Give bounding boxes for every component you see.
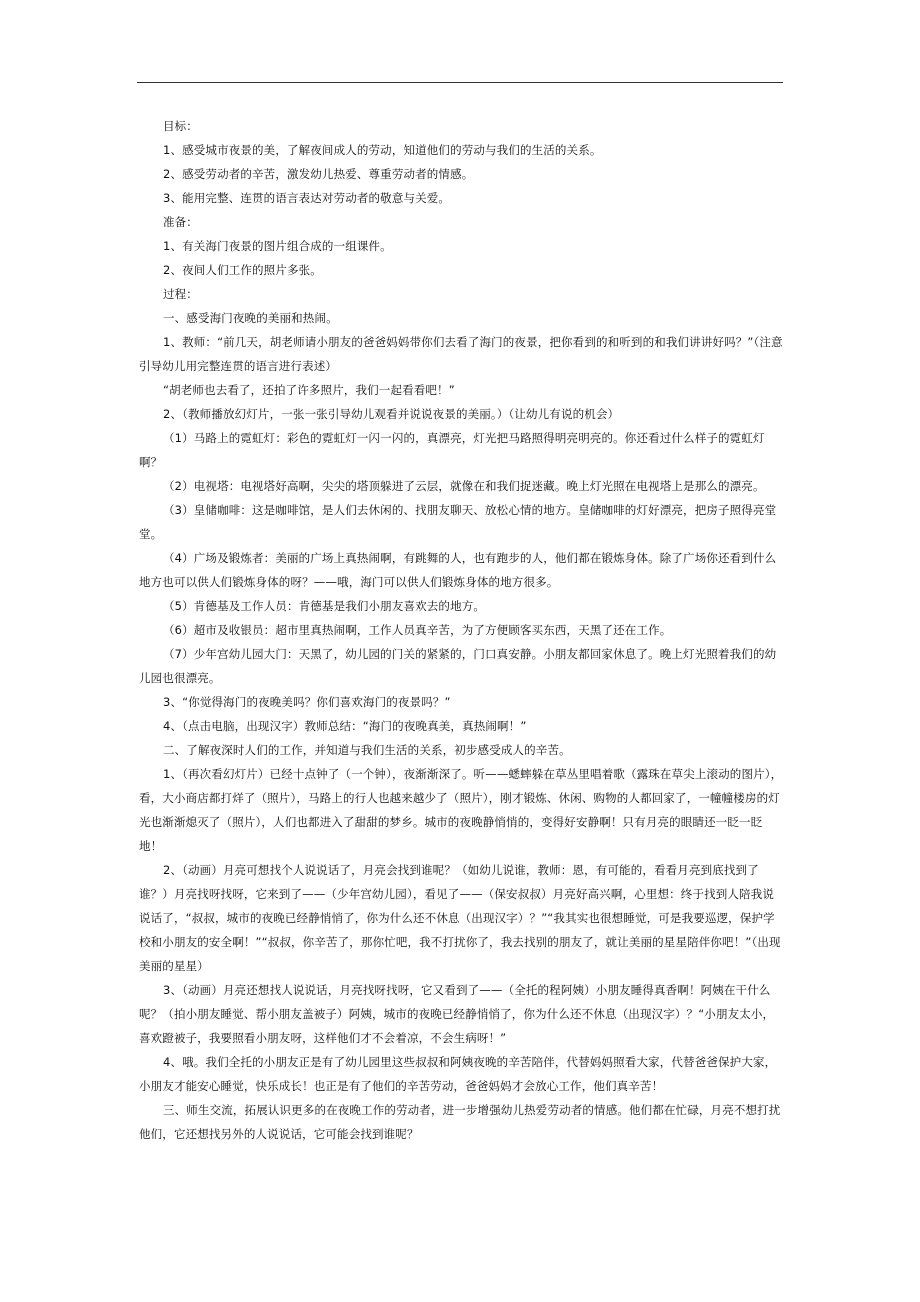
paragraph: 2、（动画）月亮可想找个人说说话了，月亮会找到谁呢？（如幼儿说谁，教师：恩，有可能的，看看月亮到底找到了谁？）月亮找呀找呀，它来到了——（少年宫幼儿园），看见了——（保安叔叔）月亮好高兴啊，心里想：终于找到人陪我说说话了，“叔叔，城市的夜晚已经静悄悄了，你为什么还不休息（出现汉字）？”“我其实也很想睡觉，可是我要巡逻，保护学校和小朋友的安全啊！”“叔叔，你辛苦了，那你忙吧，我不打扰你了，我去找别的朋友了，就让美丽的星星陪伴你吧！”（出现美丽的星星）	[139, 863, 781, 973]
paragraph: “胡老师也去看了，还拍了许多照片，我们一起看看吧！”	[163, 383, 455, 397]
paragraph: （4）广场及锻炼者：美丽的广场上真热闹啊，有跳舞的人，也有跑步的人，他们都在锻炼身体。除了广场你还看到什么地方也可以供人们锻炼身体的呀？——哦，海门可以供人们锻炼身体的地方很多。	[139, 551, 777, 589]
section-heading-prep: 准备：	[163, 215, 198, 229]
paragraph: （1）马路上的霓虹灯：彩色的霓虹灯一闪一闪的，真漂亮，灯光把马路照得明亮明亮的。你还看过什么样子的霓虹灯啊？	[139, 431, 765, 469]
paragraph: （7）少年宫幼儿园大门：天黑了，幼儿园的门关的紧紧的，门口真安静。小朋友都回家休息了。晚上灯光照着我们的幼儿园也很漂亮。	[139, 647, 777, 685]
paragraph: 3、（动画）月亮还想找人说说话，月亮找呀找呀，它又看到了——（全托的程阿姨）小朋友睡得真香啊！阿姨在干什么呢？（拍小朋友睡觉、帮小朋友盖被子）阿姨，城市的夜晚已经静悄悄了，你为什么还不休息（出现汉字）？“小朋友太小，喜欢蹬被子，我要照看小朋友呀，这样他们才不会着凉，不会生病呀！”	[139, 983, 775, 1045]
paragraph: （3）皇储咖啡：这是咖啡馆，是人们去休闲的、找朋友聊天、放松心情的地方。皇储咖啡的灯好漂亮，把房子照得亮堂堂。	[139, 503, 777, 541]
process-part-heading: 二、了解夜深时人们的工作，并知道与我们生活的关系，初步感受成人的辛苦。	[163, 743, 571, 757]
paragraph: 1、（再次看幻灯片）已经十点钟了（一个钟），夜渐渐深了。听——蟋蟀躲在草丛里唱着歌（露珠在草尖上滚动的图片），看，大小商店都打烊了（照片），马路上的行人也越来越少了（照片），刚才锻炼、休闲、购物的人都回家了，一幢幢楼房的灯光也渐渐熄灭了（照片），人们也都进入了甜甜的梦乡。城市的夜晚静悄悄的，变得好安静啊！只有月亮的眼睛还一眨一眨地！	[139, 767, 783, 853]
process-part-heading: 三、师生交流，拓展认识更多的在夜晚工作的劳动者，进一步增强幼儿热爱劳动者的情感。他们都在忙碌，月亮不想打扰他们，它还想找另外的人说说话，它可能会找到谁呢？	[139, 1103, 781, 1141]
paragraph: （5）肯德基及工作人员：肯德基是我们小朋友喜欢去的地方。	[163, 599, 486, 613]
paragraph: 4、哦。我们全托的小朋友正是有了幼儿园里这些叔叔和阿姨夜晚的辛苦陪伴，代替妈妈照看大家，代替爸爸保护大家，小朋友才能安心睡觉，快乐成长！也正是有了他们的辛苦劳动，爸爸妈妈才会放心工作，他们真辛苦！	[139, 1055, 777, 1093]
goal-item: 1、感受城市夜景的美，了解夜间成人的劳动，知道他们的劳动与我们的生活的关系。	[163, 143, 602, 157]
goal-item: 2、感受劳动者的辛苦，激发幼儿热爱、尊重劳动者的情感。	[163, 167, 474, 181]
section-heading-goals: 目标：	[163, 119, 198, 133]
process-part-heading: 一、感受海门夜晚的美丽和热闹。	[163, 311, 338, 325]
paragraph: 3、“你觉得海门的夜晚美吗？你们喜欢海门的夜景吗？”	[163, 695, 451, 709]
paragraph: （6）超市及收银员：超市里真热闹啊，工作人员真辛苦，为了方便顾客买东西，天黑了还在工作。	[163, 623, 672, 637]
paragraph: 2、（教师播放幻灯片，一张一张引导幼儿观看并说说夜景的美丽。）（让幼儿有说的机会）	[163, 407, 620, 421]
section-heading-process: 过程：	[163, 287, 198, 301]
header-rule	[137, 82, 783, 83]
prep-item: 2、夜间人们工作的照片多张。	[163, 263, 322, 277]
paragraph: （2）电视塔：电视塔好高啊，尖尖的塔顶躲进了云层，就像在和我们捉迷藏。晚上灯光照在电视塔上是那么的漂亮。	[163, 479, 765, 493]
paragraph: 4、（点击电脑，出现汉字）教师总结：“海门的夜晚真美，真热闹啊！”	[163, 719, 527, 733]
document-body	[139, 114, 783, 1146]
paragraph: 1、教师：“前几天，胡老师请小朋友的爸爸妈妈带你们去看了海门的夜景，把你看到的和听到的和我们讲讲好吗？”（注意引导幼儿用完整连贯的语言进行表述）	[139, 335, 783, 373]
goal-item: 3、能用完整、连贯的语言表达对劳动者的敬意与关爱。	[163, 191, 451, 205]
prep-item: 1、有关海门夜景的图片组合成的一组课件。	[163, 239, 392, 253]
